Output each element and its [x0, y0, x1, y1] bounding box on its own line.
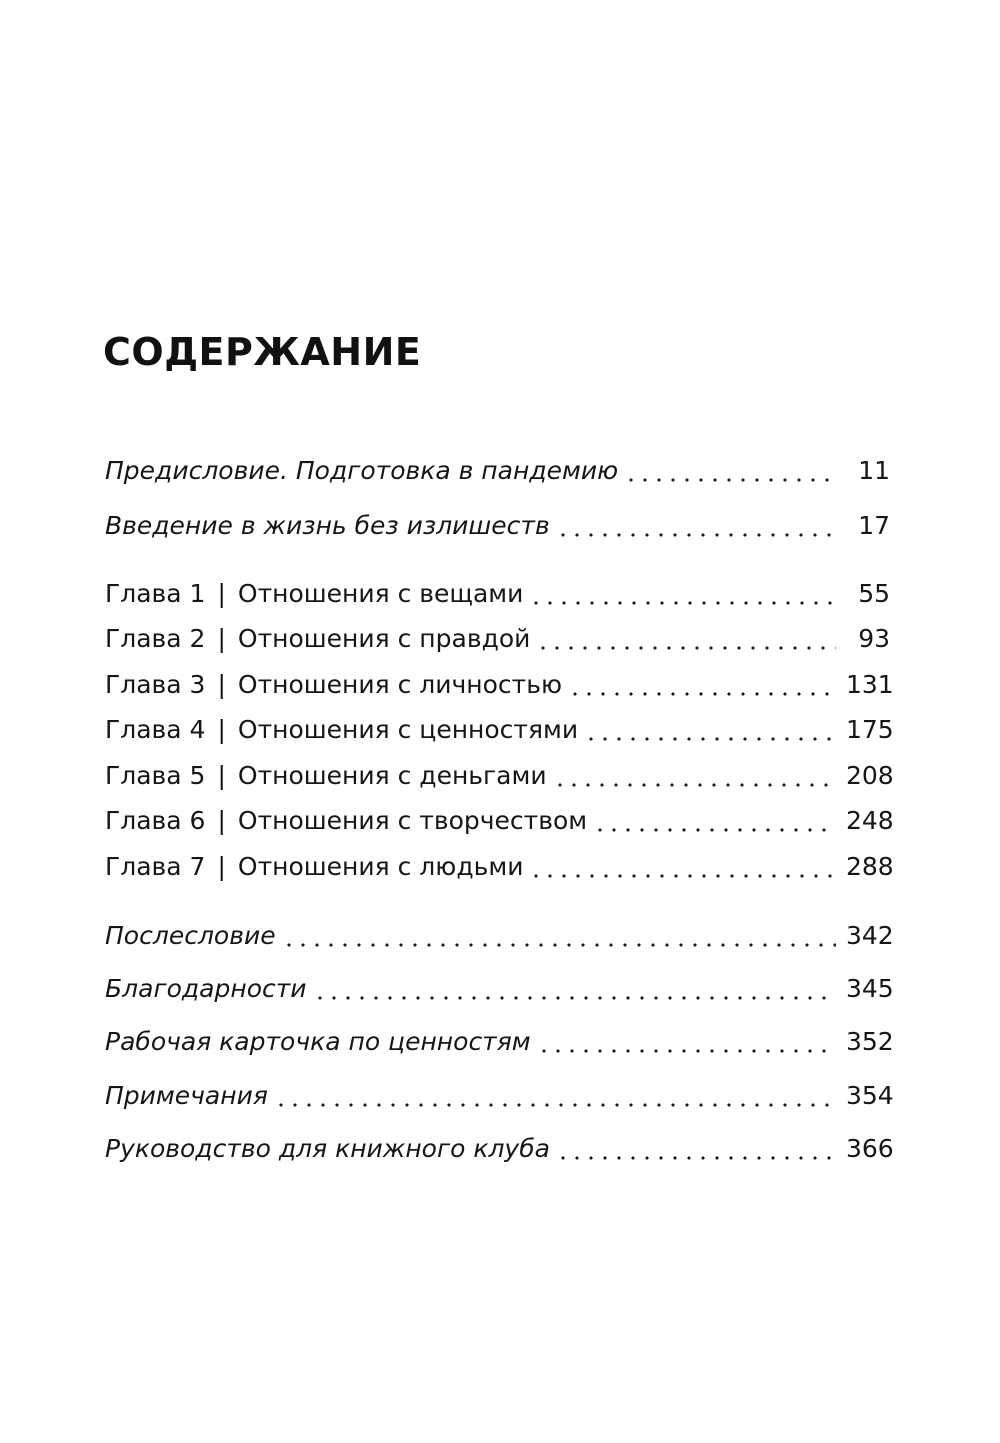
toc-entry-acknowledgements	[105, 973, 894, 1005]
toc-page-number: 354	[846, 1081, 894, 1110]
dot-leader	[556, 532, 836, 538]
dot-leader	[584, 736, 836, 742]
toc-entry-label: Отношения с ценностями	[237, 715, 579, 744]
dot-leader	[529, 600, 836, 606]
toc-entry-chapter-3	[105, 669, 894, 701]
dot-leader	[282, 942, 836, 948]
toc-entry-chapter-1	[105, 578, 890, 610]
toc-entry-chapter-6	[105, 805, 894, 837]
toc-page-number: 11	[858, 456, 890, 485]
chapter-prefix: Глава 1	[105, 579, 206, 608]
toc-page-number: 288	[846, 852, 894, 881]
toc-entry-book-club-guide	[105, 1133, 894, 1165]
chapter-prefix: Глава 2	[105, 624, 206, 653]
dot-leader	[624, 477, 836, 483]
toc-entry-label: Введение в жизнь без излишеств	[105, 511, 550, 540]
dot-leader	[593, 827, 836, 833]
dot-leader	[537, 1048, 836, 1054]
toc-entry-afterword	[105, 920, 894, 952]
toc-page-number: 366	[846, 1134, 894, 1163]
toc-page-number: 208	[846, 761, 894, 790]
toc-page-number: 131	[846, 670, 894, 699]
toc-entry-label: Благодарности	[105, 974, 307, 1003]
dot-leader	[553, 782, 836, 788]
chapter-separator: |	[217, 670, 226, 699]
toc-entry-label: Рабочая карточка по ценностям	[105, 1027, 531, 1056]
toc-entry-label: Послесловие	[105, 921, 276, 950]
chapter-separator: |	[217, 806, 226, 835]
toc-page-number: 345	[846, 974, 894, 1003]
toc-page-number: 93	[858, 624, 890, 653]
toc-page-number: 17	[858, 511, 890, 540]
toc-entry-label: Примечания	[105, 1081, 268, 1110]
chapter-separator: |	[217, 579, 226, 608]
toc-entry-label: Отношения с правдой	[237, 624, 531, 653]
chapter-separator: |	[217, 715, 226, 744]
dot-leader	[313, 995, 836, 1001]
toc-page-number: 352	[846, 1027, 894, 1056]
toc-entry-chapter-4	[105, 714, 894, 746]
toc-page-number: 175	[846, 715, 894, 744]
page-title: СОДЕРЖАНИЕ	[103, 330, 422, 374]
toc-entry-label: Отношения с творчеством	[237, 806, 588, 835]
chapter-prefix: Глава 5	[105, 761, 206, 790]
toc-entry-label: Отношения с личностью	[237, 670, 563, 699]
dot-leader	[529, 873, 836, 879]
chapter-prefix: Глава 3	[105, 670, 206, 699]
dot-leader	[274, 1102, 836, 1108]
dot-leader	[536, 645, 836, 651]
toc-entry-chapter-2	[105, 623, 890, 655]
toc-entry-notes	[105, 1080, 894, 1112]
dot-leader	[568, 691, 836, 697]
toc-entry-preface	[105, 455, 890, 487]
toc-page-number: 55	[858, 579, 890, 608]
toc-entry-label: Руководство для книжного клуба	[105, 1134, 550, 1163]
toc-entry-chapter-5	[105, 760, 894, 792]
toc-entry-values-worksheet	[105, 1026, 894, 1058]
chapter-prefix: Глава 7	[105, 852, 206, 881]
toc-entry-label: Предисловие. Подготовка в пандемию	[105, 456, 619, 485]
chapter-prefix: Глава 6	[105, 806, 206, 835]
toc-entry-label: Отношения с вещами	[237, 579, 524, 608]
dot-leader	[556, 1155, 836, 1161]
toc-entry-label: Отношения с людьми	[237, 852, 524, 881]
chapter-prefix: Глава 4	[105, 715, 206, 744]
toc-page-number: 342	[846, 921, 894, 950]
toc-entry-chapter-7	[105, 851, 894, 883]
chapter-separator: |	[217, 624, 226, 653]
chapter-separator: |	[217, 852, 226, 881]
toc-entry-label: Отношения с деньгами	[237, 761, 547, 790]
chapter-separator: |	[217, 761, 226, 790]
toc-page-number: 248	[846, 806, 894, 835]
toc-entry-introduction	[105, 510, 890, 542]
